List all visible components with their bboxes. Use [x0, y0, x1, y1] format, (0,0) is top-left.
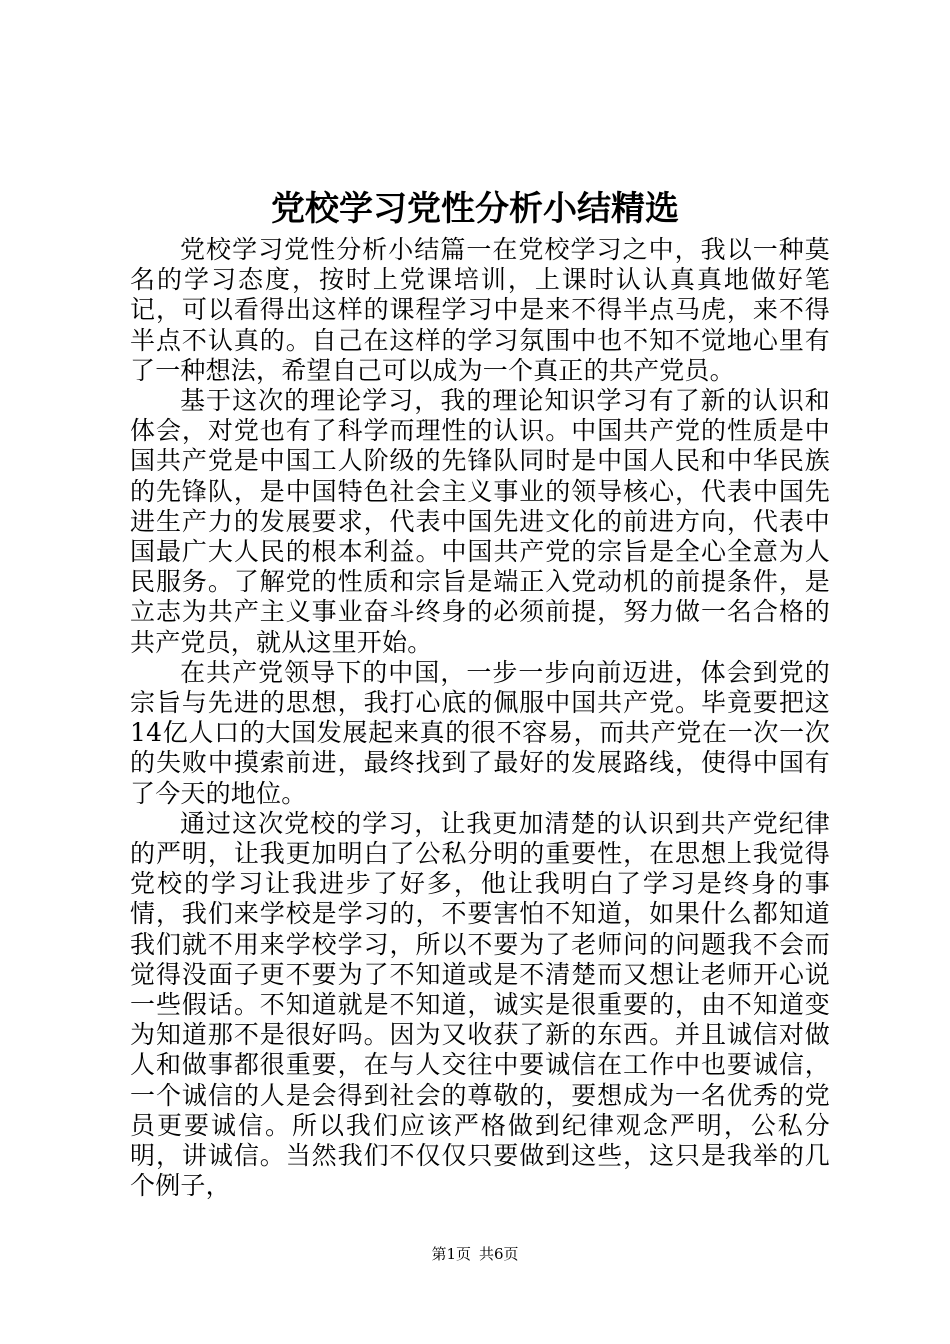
paragraph-3: 在共产党领导下的中国，一步一步向前迈进，体会到党的宗旨与先进的思想，我打心底的佩服中国共产党。毕竟要把这14亿人口的大国发展起来真的很不容易，而共产党在一次一次的失败中摸索前进，最终找到了最好的发展路线，使得中国有了今天的地位。: [130, 657, 830, 808]
paragraph-1: 党校学习党性分析小结篇一在党校学习之中，我以一种莫名的学习态度，按时上党课培训，上课时认认真真地做好笔记，可以看得出这样的课程学习中是来不得半点马虎，来不得半点不认真的。自己在这样的学习氛围中也不知不觉地心里有了一种想法，希望自己可以成为一个真正的共产党员。: [130, 235, 830, 385]
document-title: 党校学习党性分析小结精选: [271, 189, 679, 229]
page-footer: [0, 1244, 950, 1264]
page-number: 第1页: [431, 1245, 471, 1263]
page-total: 共6页: [479, 1245, 519, 1263]
paragraph-4: 通过这次党校的学习，让我更加清楚的认识到共产党纪律的严明，让我更加明白了公私分明的重要性，在思想上我觉得党校的学习让我进步了好多，他让我明白了学习是终身的事情，我们来学校是学习的，不要害怕不知道，如果什么都知道我们就不用来学校学习，所以不要为了老师问的问题我不会而觉得没面子更不要为了不知道或是不清楚而又想让老师开心说一些假话。不知道就是不知道，诚实是很重要的，由不知道变为知道那不是很好吗。因为又收获了新的东西。并且诚信对做人和做事都很重要，在与人交往中要诚信在工作中也要诚信，一个诚信的人是会得到社会的尊敬的，要想成为一名优秀的党员更要诚信。所以我们应该严格做到纪律观念严明，公私分明，讲诚信。当然我们不仅仅只要做到这些，这只是我举的几个例子，: [130, 808, 830, 1201]
document-body: [130, 235, 830, 1202]
paragraph-2: 基于这次的理论学习，我的理论知识学习有了新的认识和体会，对党也有了科学而理性的认识。中国共产党的性质是中国共产党是中国工人阶级的先锋队同时是中国人民和中华民族的先锋队，是中国特色社会主义事业的领导核心，代表中国先进生产力的发展要求，代表中国先进文化的前进方向，代表中国最广大人民的根本利益。中国共产党的宗旨是全心全意为人民服务。了解党的性质和宗旨是端正入党动机的前提条件，是立志为共产主义事业奋斗终身的必须前提，努力做一名合格的共产党员，就从这里开始。: [130, 386, 830, 657]
